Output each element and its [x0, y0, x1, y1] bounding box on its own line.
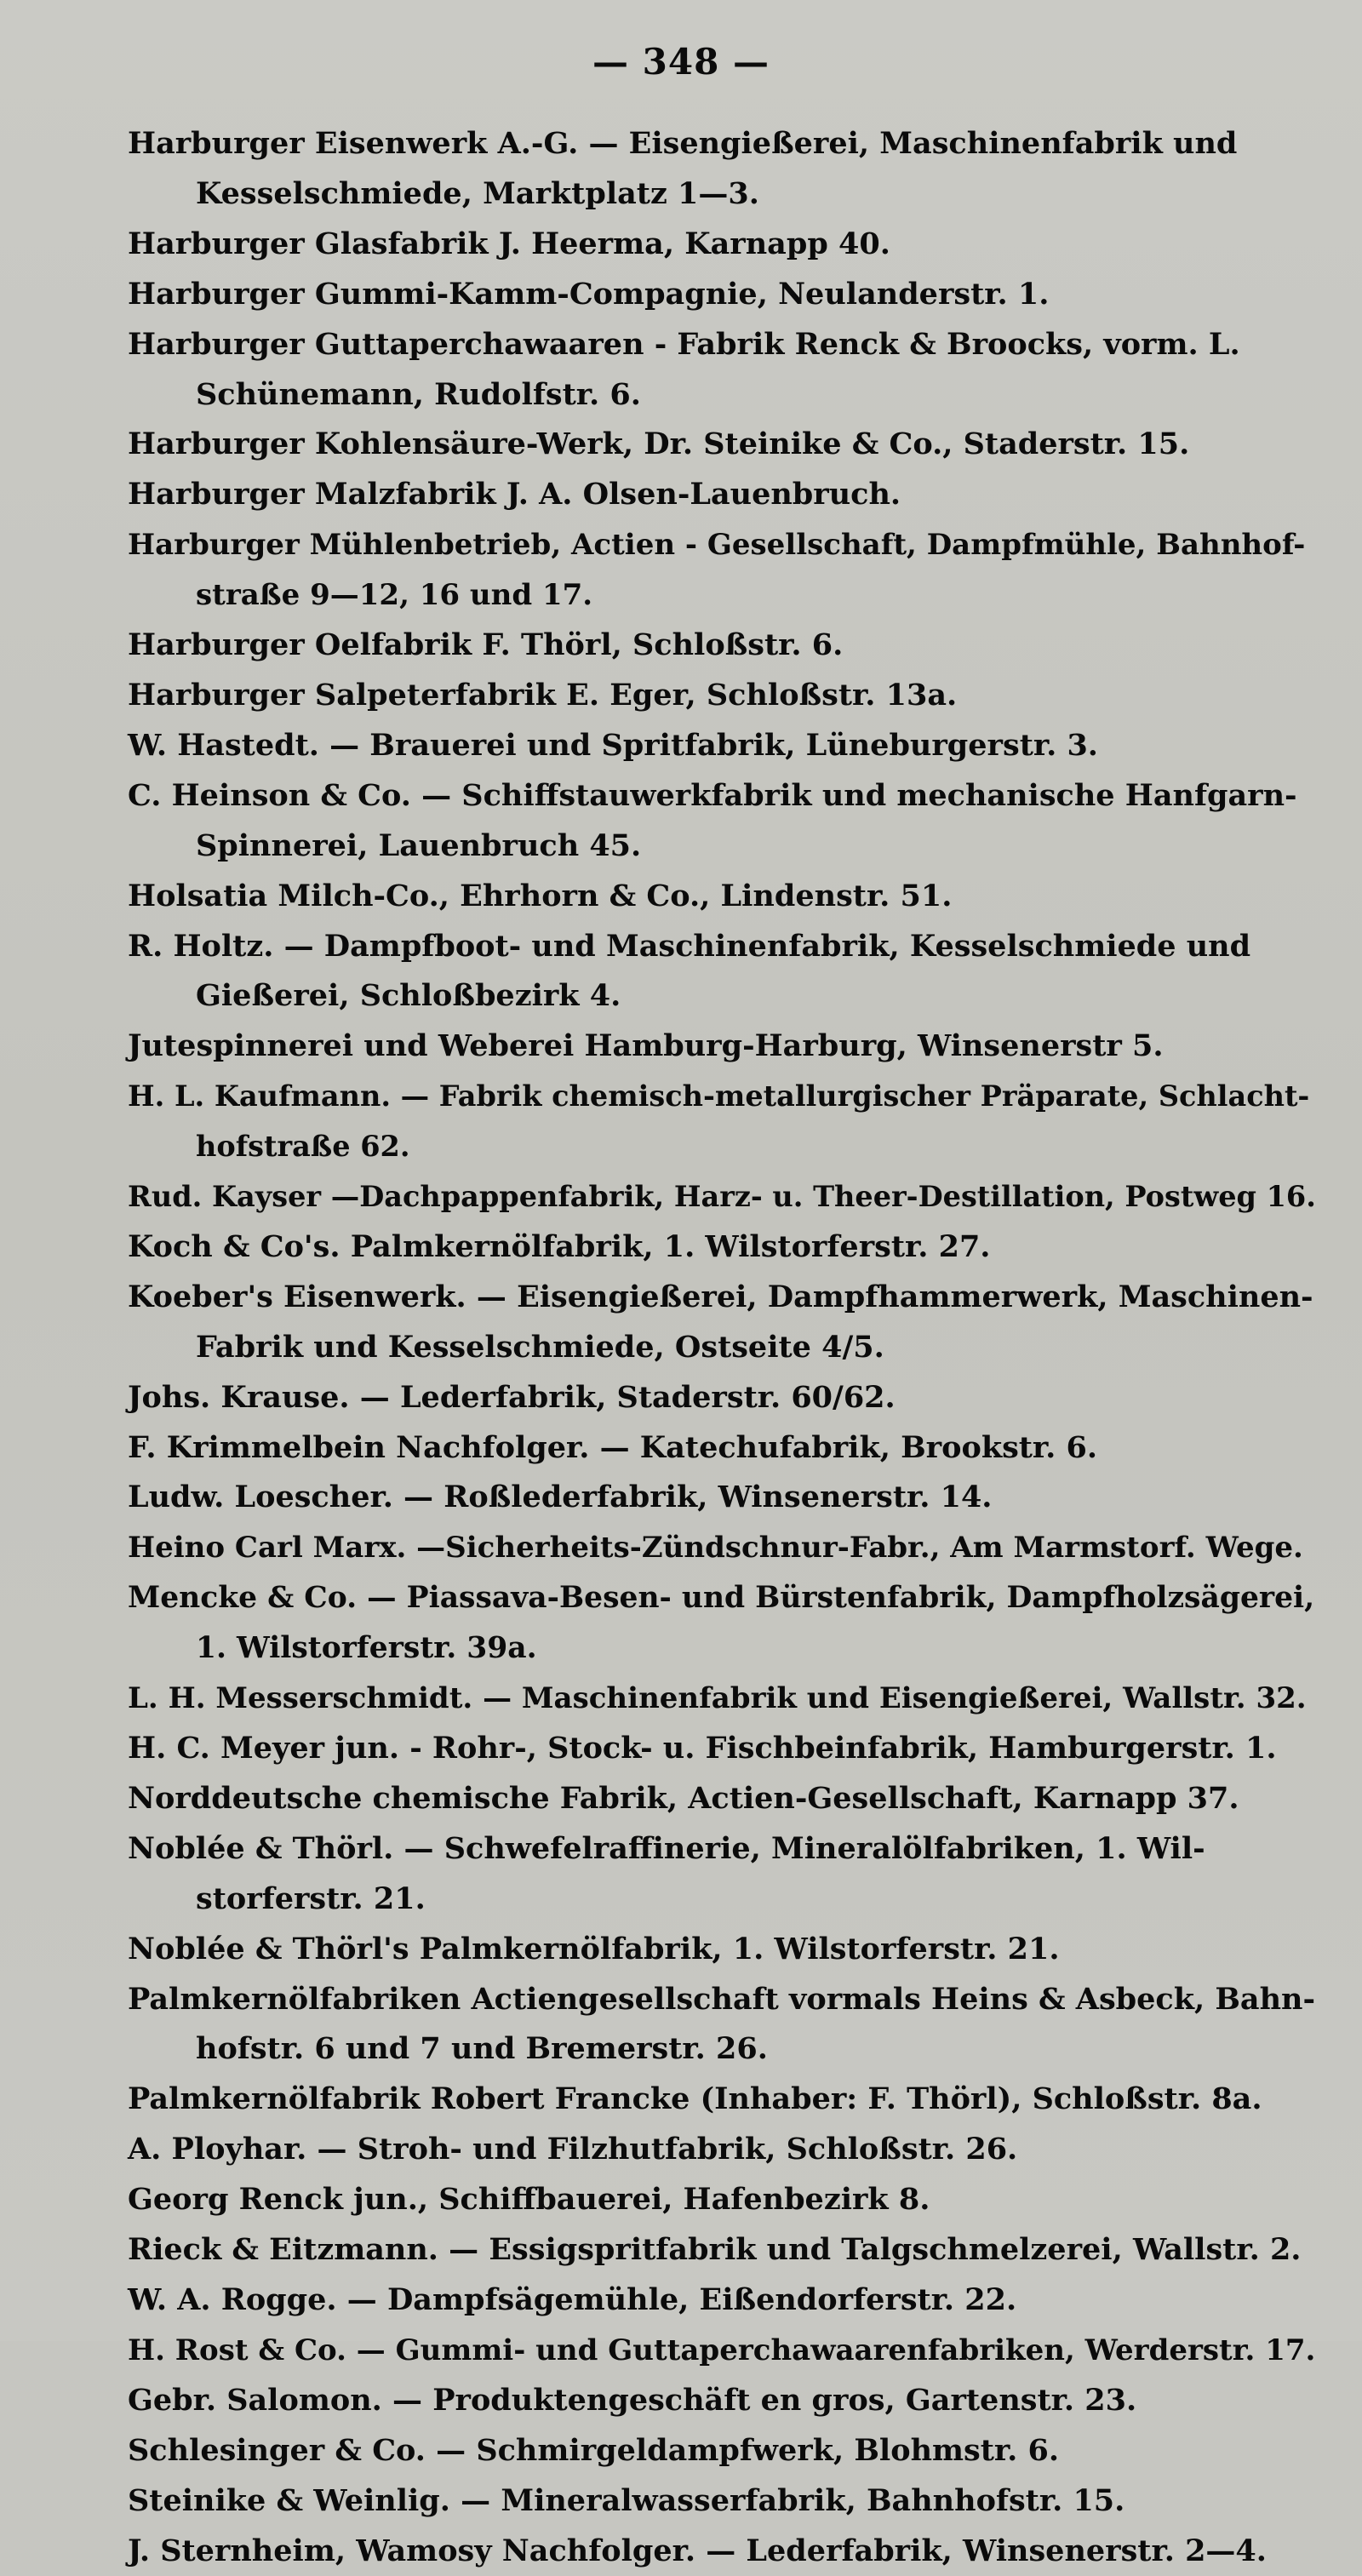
entry-line-2: hofstraße 62. [196, 1122, 1319, 1172]
entry-line-1: Norddeutsche chemische Fabrik, Actien-Gesellschaft, Karnapp 37. [128, 1781, 1239, 1816]
directory-entry [128, 2225, 1319, 2275]
entry-line-2: Gießerei, Schloßbezirk 4. [196, 971, 1319, 1022]
directory-entry [128, 420, 1319, 470]
entry-line-1: Harburger Oelfabrik F. Thörl, Schloßstr. 6. [128, 627, 843, 662]
entry-line-1: Palmkernölfabriken Actiengesellschaft vormals Heins & Asbeck, Bahn- [128, 1982, 1315, 2017]
directory-entry [128, 1373, 1319, 1423]
entry-line-1: Koeber's Eisenwerk. — Eisengießerei, Dampfhammerwerk, Maschinen- [128, 1279, 1313, 1314]
directory-entry [128, 1523, 1319, 1573]
entry-line-1: Johs. Krause. — Lederfabrik, Staderstr. 60/62. [128, 1380, 896, 1415]
entry-line-1: Harburger Gummi-Kamm-Compagnie, Neulanderstr. 1. [128, 277, 1049, 312]
entry-line-1: Gebr. Salomon. — Produktengeschäft en gros, Gartenstr. 23. [128, 2383, 1136, 2418]
directory-entry [128, 671, 1319, 721]
entry-line-1: Rud. Kayser —Dachpappenfabrik, Harz- u. Theer-Destillation, Postweg 16. [128, 1180, 1316, 1213]
entry-line-2: straße 9—12, 16 und 17. [196, 570, 1319, 621]
entry-line-1: J. Sternheim, Wamosy Nachfolger. — Lederfabrik, Winsenerstr. 2—4. [128, 2533, 1267, 2568]
directory-entry [128, 1222, 1319, 1273]
entry-line-1: R. Holtz. — Dampfboot- und Maschinenfabrik, Kesselschmiede und [128, 929, 1250, 964]
entry-line-1: Palmkernölfabrik Robert Francke (Inhaber: F. Thörl), Schloßstr. 8a. [128, 2081, 1262, 2116]
directory-entry [128, 1473, 1319, 1523]
directory-entry [128, 2175, 1319, 2225]
directory-entry [128, 2275, 1319, 2326]
entry-line-1: Holsatia Milch-Co., Ehrhorn & Co., Lindenstr. 51. [128, 879, 952, 913]
directory-entry [128, 2125, 1319, 2175]
directory-entry [128, 1423, 1319, 1474]
directory-entry [128, 1674, 1319, 1724]
entry-line-1: Rieck & Eitzmann. — Essigspritfabrik und Talgschmelzerei, Wallstr. 2. [128, 2232, 1301, 2267]
entry-line-1: A. Ployhar. — Stroh- und Filzhutfabrik, Schloßstr. 26. [128, 2132, 1017, 2167]
directory-entry [128, 1172, 1319, 1222]
entry-line-1: L. H. Messerschmidt. — Maschinenfabrik und Eisengießerei, Wallstr. 32. [128, 1681, 1307, 1715]
entry-line-1: Harburger Salpeterfabrik E. Eger, Schloßstr. 13a. [128, 678, 957, 713]
directory-entry [128, 270, 1319, 320]
directory-entry [128, 2476, 1319, 2527]
entry-line-1: Mencke & Co. — Piassava-Besen- und Bürstenfabrik, Dampfholzsägerei, [128, 1581, 1314, 1615]
entry-line-1: Noblée & Thörl. — Schwefelraffinerie, Mineralölfabriken, 1. Wil- [128, 1831, 1205, 1866]
entry-line-1: Harburger Malzfabrik J. A. Olsen-Lauenbruch. [128, 477, 901, 512]
entry-line-1: Schlesinger & Co. — Schmirgeldampfwerk, Blohmstr. 6. [128, 2433, 1059, 2468]
entry-line-1: Ludw. Loescher. — Roßlederfabrik, Winsenerstr. 14. [128, 1480, 993, 1514]
entry-line-2: 1. Wilstorferstr. 39a. [196, 1623, 1319, 1674]
entry-line-1: Heino Carl Marx. —Sicherheits-Zündschnur-Fabr., Am Marmstorf. Wege. [128, 1531, 1303, 1565]
page-number: — 348 — [0, 41, 1362, 83]
entry-line-2: hofstr. 6 und 7 und Bremerstr. 26. [196, 2024, 1319, 2075]
directory-entry [128, 1724, 1319, 1774]
directory-entry [128, 1072, 1319, 1172]
entry-line-1: Koch & Co's. Palmkernölfabrik, 1. Wilstorferstr. 27. [128, 1229, 991, 1264]
directory-entry [128, 1022, 1319, 1072]
directory-entry [128, 2326, 1319, 2376]
directory-entry [128, 621, 1319, 671]
directory-entry [128, 1824, 1319, 1925]
entry-line-1: Georg Renck jun., Schiffbauerei, Hafenbezirk 8. [128, 2182, 930, 2217]
entry-line-2: storferstr. 21. [196, 1875, 1319, 1925]
directory-entry [128, 872, 1319, 922]
directory-entry [128, 771, 1319, 872]
directory-entry [128, 2376, 1319, 2426]
directory-entry [128, 1975, 1319, 2075]
directory-entry [128, 1273, 1319, 1373]
entry-line-1: H. C. Meyer jun. - Rohr-, Stock- u. Fischbeinfabrik, Hamburgerstr. 1. [128, 1731, 1277, 1766]
directory-entry [128, 2075, 1319, 2125]
entry-line-1: Harburger Eisenwerk A.-G. — Eisengießerei, Maschinenfabrik und [128, 126, 1237, 161]
directory-entry [128, 1573, 1319, 1674]
entry-line-1: F. Krimmelbein Nachfolger. — Katechufabrik, Brookstr. 6. [128, 1430, 1097, 1465]
entry-line-2: Schünemann, Rudolfstr. 6. [196, 370, 1319, 421]
directory-entry [128, 922, 1319, 1022]
entry-line-1: Noblée & Thörl's Palmkernölfabrik, 1. Wilstorferstr. 21. [128, 1932, 1060, 1966]
directory-entry [128, 721, 1319, 771]
entry-line-1: Jutespinnerei und Weberei Hamburg-Harburg, Winsenerstr 5. [128, 1028, 1164, 1063]
directory-entry [128, 220, 1319, 270]
directory-entry [128, 520, 1319, 621]
entry-line-1: Harburger Guttaperchawaaren - Fabrik Renck & Broocks, vorm. L. [128, 327, 1240, 362]
directory-entry [128, 470, 1319, 520]
entry-line-1: C. Heinson & Co. — Schiffstauwerkfabrik und mechanische Hanfgarn- [128, 778, 1297, 813]
entry-line-1: W. A. Rogge. — Dampfsägemühle, Eißendorferstr. 22. [128, 2282, 1016, 2317]
entry-line-2: Fabrik und Kesselschmiede, Ostseite 4/5. [196, 1323, 1319, 1373]
directory-entry [128, 2426, 1319, 2476]
directory-entry [128, 1774, 1319, 1824]
entry-line-2: Kesselschmiede, Marktplatz 1—3. [196, 169, 1319, 220]
directory-entry [128, 1925, 1319, 1975]
entry-line-1: Harburger Mühlenbetrieb, Actien - Gesellschaft, Dampfmühle, Bahnhof- [128, 528, 1305, 562]
directory-entry [128, 119, 1319, 220]
entry-line-1: Harburger Kohlensäure-Werk, Dr. Steinike & Co., Staderstr. 15. [128, 426, 1189, 461]
entry-line-1: Harburger Glasfabrik J. Heerma, Karnapp 40. [128, 226, 890, 261]
entry-line-2: Spinnerei, Lauenbruch 45. [196, 821, 1319, 872]
directory-entry [128, 2527, 1319, 2576]
entry-line-1: W. Hastedt. — Brauerei und Spritfabrik, Lüneburgerstr. 3. [128, 728, 1098, 763]
directory-entry [128, 320, 1319, 421]
business-directory-list [128, 119, 1319, 2576]
entry-line-1: H. L. Kaufmann. — Fabrik chemisch-metallurgischer Präparate, Schlacht- [128, 1079, 1309, 1113]
entry-line-1: H. Rost & Co. — Gummi- und Guttaperchawaarenfabriken, Werderstr. 17. [128, 2333, 1315, 2367]
entry-line-1: Steinike & Weinlig. — Mineralwasserfabrik, Bahnhofstr. 15. [128, 2483, 1125, 2518]
